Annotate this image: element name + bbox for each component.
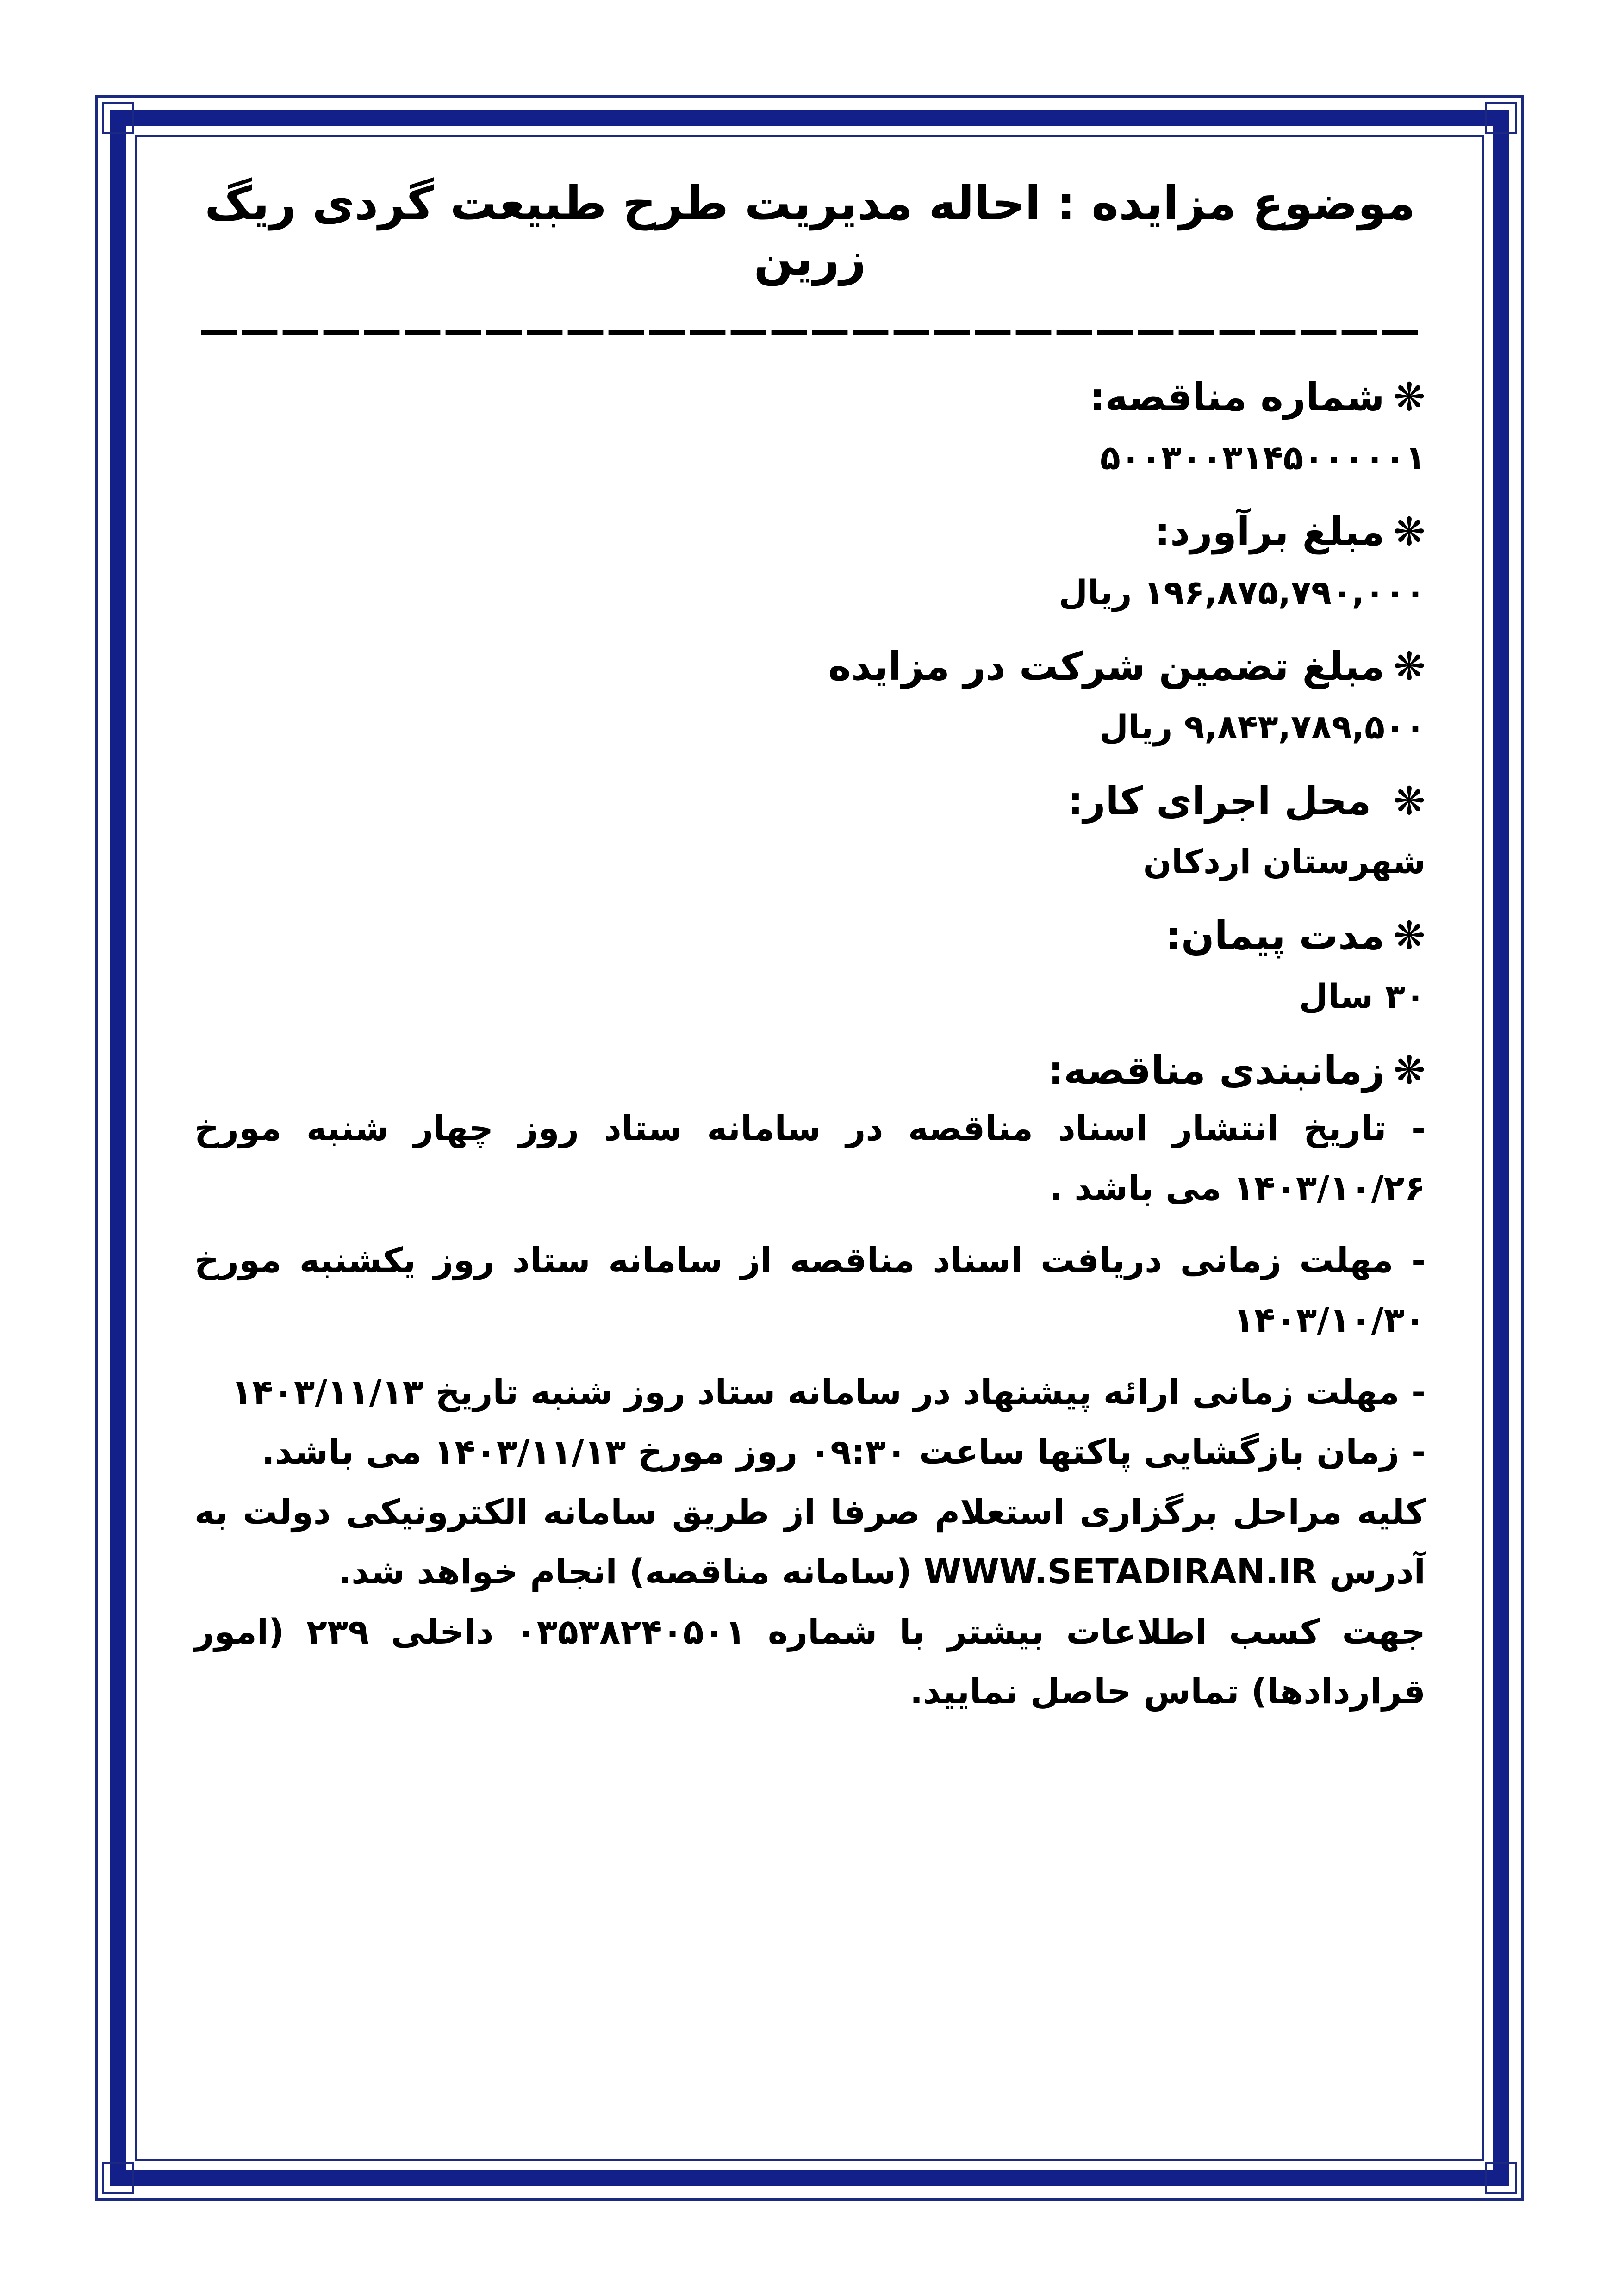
section-value: ۱۹۶,۸۷۵,۷۹۰,۰۰۰ ریال — [1059, 572, 1426, 612]
contact-paragraph: جهت کسب اطلاعات بیشتر با شماره ۰۳۵۳۸۲۴۰۵۰۱ داخلی ۲۳۹ (امور قراردادها) تماس حاصل نمایید. — [194, 1612, 1426, 1712]
asterisk-icon: ❋ — [1393, 643, 1426, 689]
asterisk-icon: ❋ — [1393, 778, 1426, 824]
schedule-item: - مهلت زمانی ارائه پیشنهاد در سامانه ستاد روز شنبه تاریخ ۱۴۰۳/۱۱/۱۳ — [231, 1372, 1426, 1412]
asterisk-icon: ❋ — [1393, 509, 1426, 554]
title-divider: —————————————————————————————— — [199, 310, 1421, 350]
asterisk-icon: ❋ — [1393, 912, 1426, 958]
section-heading: مبلغ برآورد: — [1154, 509, 1385, 554]
section-estimated-amount — [194, 504, 1426, 619]
asterisk-icon: ❋ — [1393, 374, 1426, 420]
notice-text-end: (سامانه مناقصه) انجام خواهد شد. — [338, 1552, 912, 1592]
section-work-location — [194, 773, 1426, 888]
section-value: ۹,۸۴۳,۷۸۹,۵۰۰ ریال — [1099, 707, 1426, 746]
section-value: ۳۰ سال — [1299, 976, 1426, 1016]
website-link[interactable]: WWW.SETADIRAN.IR — [923, 1552, 1318, 1592]
section-heading: محل اجرای کار: — [1067, 778, 1385, 824]
schedule-item: - تاریخ انتشار اسناد مناقصه در سامانه ستاد روز چهار شنبه مورخ ۱۴۰۳/۱۰/۲۶ می باشد . — [194, 1108, 1426, 1209]
section-guarantee-amount — [194, 639, 1426, 754]
section-heading: شماره مناقصه: — [1089, 374, 1385, 420]
notice-text: کلیه مراحل برگزاری استعلام صرفا از طریق سامانه الکترونیکی دولت به آدرس — [194, 1492, 1426, 1592]
schedule-item: - زمان بازگشایی پاکتها ساعت ۰۹:۳۰ روز مورخ ۱۴۰۳/۱۱/۱۳ می باشد. — [262, 1432, 1426, 1472]
section-tender-number — [194, 369, 1426, 484]
corner-ornament — [102, 102, 134, 134]
corner-ornament — [1485, 102, 1517, 134]
document-title: موضوع مزایده : احاله مدیریت طرح طبیعت گردی ریگ زرین — [205, 176, 1415, 286]
document-body — [194, 176, 1426, 1722]
section-heading: مبلغ تضمین شرکت در مزایده — [828, 643, 1385, 689]
asterisk-icon: ❋ — [1393, 1047, 1426, 1093]
section-contract-duration — [194, 908, 1426, 1023]
section-value: شهرستان اردکان — [1143, 842, 1426, 881]
notice-paragraph — [194, 1483, 1426, 1602]
section-heading: زمانبندی مناقصه: — [1048, 1047, 1385, 1093]
schedule-item: - مهلت زمانی دریافت اسناد مناقصه از سامانه ستاد روز یکشنبه مورخ ۱۴۰۳/۱۰/۳۰ — [194, 1240, 1426, 1340]
section-value: ۵۰۰۳۰۰۳۱۴۵۰۰۰۰۰۱ — [1100, 438, 1426, 477]
corner-ornament — [102, 2162, 134, 2194]
corner-ornament — [1485, 2162, 1517, 2194]
section-schedule — [194, 1043, 1426, 1483]
section-heading: مدت پیمان: — [1165, 912, 1385, 958]
